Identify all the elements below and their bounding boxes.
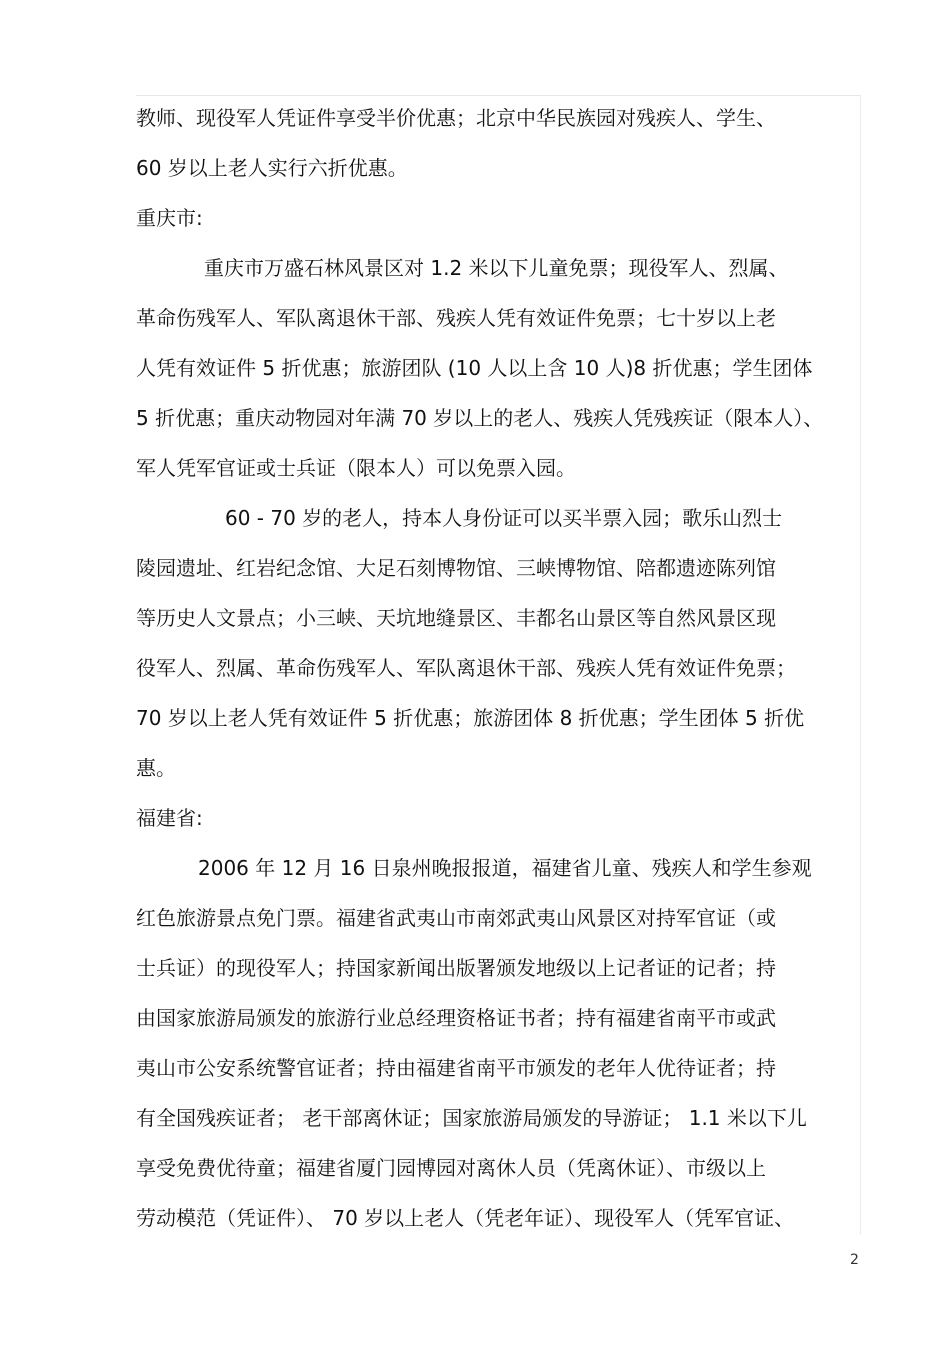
text-line: 陵园遗址、红岩纪念馆、大足石刻博物馆、三峡博物馆、陪都遗迹陈列馆 (136, 556, 776, 580)
text-line: 5 折优惠；重庆动物园对年满 70 岁以上的老人、残疾人凭残疾证（限本人）、 (136, 406, 824, 430)
text-line: 有全国残疾证者； 老干部离休证；国家旅游局颁发的导游证； 1.1 米以下儿 (136, 1106, 807, 1130)
text-line: 夷山市公安系统警官证者；持由福建省南平市颁发的老年人优待证者；持 (136, 1056, 776, 1080)
text-line: 人凭有效证件 5 折优惠；旅游团队 (10 人以上含 10 人)8 折优惠；学生团体 (136, 356, 813, 380)
text-line: 劳动模范（凭证件）、 70 岁以上老人（凭老年证）、现役军人（凭军官证、 (136, 1206, 795, 1230)
text-line: 由国家旅游局颁发的旅游行业总经理资格证书者；持有福建省南平市或武 (136, 1006, 776, 1030)
text-line: 教师、现役军人凭证件享受半价优惠；北京中华民族园对残疾人、学生、 (136, 106, 776, 130)
top-divider (136, 95, 860, 96)
text-line: 役军人、烈属、革命伤残军人、军队离退休干部、残疾人凭有效证件免票； (136, 656, 796, 680)
text-line: 红色旅游景点免门票。福建省武夷山市南郊武夷山风景区对持军官证（或 (136, 906, 776, 930)
section-heading-fujian: 福建省: (136, 806, 203, 830)
text-line: 60 - 70 岁的老人，持本人身份证可以买半票入园；歌乐山烈士 (225, 506, 783, 530)
text-line: 60 岁以上老人实行六折优惠。 (136, 156, 408, 180)
section-heading-chongqing: 重庆市: (136, 206, 203, 230)
text-line: 士兵证）的现役军人；持国家新闻出版署颁发地级以上记者证的记者；持 (136, 956, 776, 980)
text-line: 重庆市万盛石林风景区对 1.2 米以下儿童免票；现役军人、烈属、 (204, 256, 789, 280)
text-line: 等历史人文景点；小三峡、天坑地缝景区、丰都名山景区等自然风景区现 (136, 606, 776, 630)
text-line: 革命伤残军人、军队离退休干部、残疾人凭有效证件免票；七十岁以上老 (136, 306, 776, 330)
text-line: 军人凭军官证或士兵证（限本人）可以免票入园。 (136, 456, 576, 480)
text-line: 70 岁以上老人凭有效证件 5 折优惠；旅游团体 8 折优惠；学生团体 5 折优 (136, 706, 805, 730)
right-divider (860, 95, 861, 1235)
text-line: 享受免费优待童；福建省厦门园博园对离休人员（凭离休证）、市级以上 (136, 1156, 766, 1180)
page-number: 2 (850, 1252, 859, 1268)
text-line: 2006 年 12 月 16 日泉州晚报报道，福建省儿童、残疾人和学生参观 (198, 856, 812, 880)
text-line: 惠。 (136, 756, 176, 780)
